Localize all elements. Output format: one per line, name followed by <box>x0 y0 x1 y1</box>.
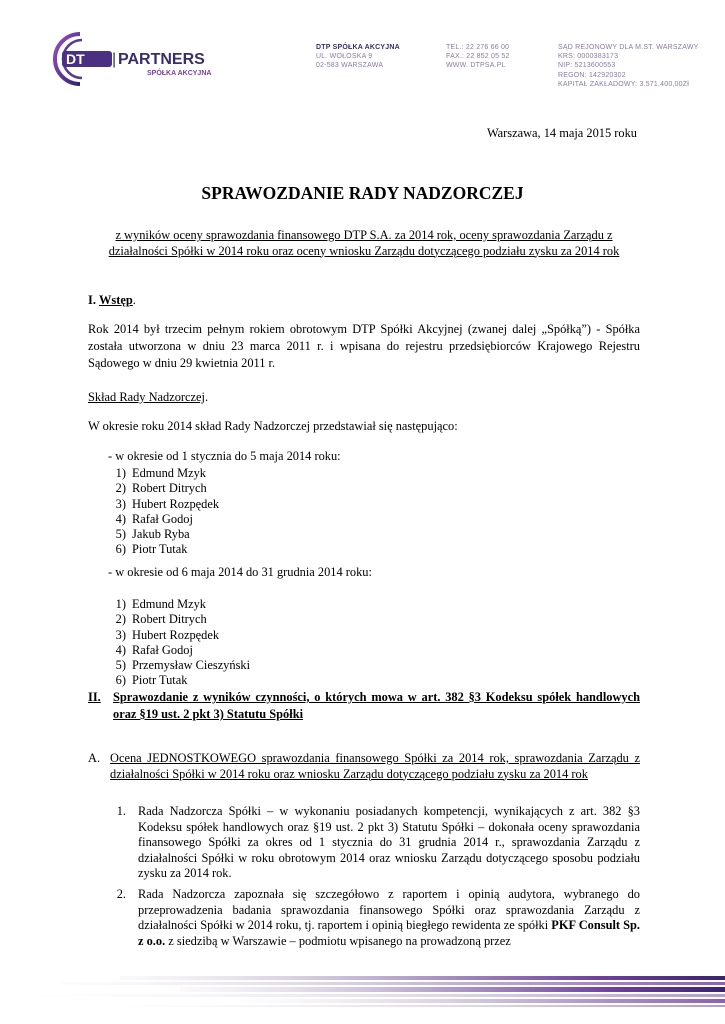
list-item: 4) Rafał Godoj <box>115 511 193 526</box>
list-item: 6) Piotr Tutak <box>115 673 188 688</box>
auditor-name: PKF Consult Sp. z o.o. <box>138 918 641 948</box>
header-company-city: 02-583 WARSZAWA <box>316 62 384 70</box>
section-a-item-2 <box>110 887 640 949</box>
section-a-label: A. <box>88 751 101 765</box>
period-2-members <box>104 597 250 689</box>
footer-stripes <box>0 972 725 1024</box>
svg-text:DT: DT <box>66 51 85 67</box>
page-title: SPRAWOZDANIE RADY NADZORCZEJ <box>201 183 524 203</box>
list-item: 4) Rafał Godoj <box>115 642 193 657</box>
header-contact-block <box>446 43 510 71</box>
section-a-heading <box>88 751 640 782</box>
item-2-text: Rada Nadzorcza zapoznała się szczegółowo z raportem i opinią audytora, wybranego do przeprowadzenia badania sprawozdania finansowego Spółki oraz sprawozdania Zarządu z działalności Spółki w 2014 roku, tj. raportem i opinią biegłego rewidenta ze spółki PKF Consult Sp. z o.o. z siedzibą w Warszawie – podmiotu wpisanego na prowadzoną przez <box>138 887 641 948</box>
period-1-members <box>104 466 219 558</box>
list-item: 5) Jakub Ryba <box>115 527 190 542</box>
section-a-title: Ocena JEDNOSTKOWEGO sprawozdania finansowego Spółki za 2014 rok, sprawozdania Zarządu z działalności Spółki w 2014 roku oraz wniosku Zarządu dotyczącego podziału zysku za 2014 rok <box>110 751 640 781</box>
section-a-item-1 <box>110 804 640 882</box>
header-company-street: UL. WOŁOSKA 9 <box>316 53 373 61</box>
list-item: 3) Hubert Rozpędek <box>115 496 220 511</box>
header-website[interactable]: WWW. DTPSA.PL <box>446 62 506 70</box>
section-2-heading <box>88 689 640 723</box>
header-company-block <box>316 43 400 71</box>
board-heading-text: Skład Rady Nadzorczej <box>88 390 205 404</box>
list-item: 5) Przemysław Cieszyński <box>115 658 251 673</box>
header-capital: KAPITAŁ ZAKŁADOWY: 3.571.400,00Zł <box>558 80 689 88</box>
svg-text:PARTNERS: PARTNERS <box>118 51 205 68</box>
list-item: 3) Hubert Rozpędek <box>115 627 220 642</box>
section-1-heading <box>88 292 136 309</box>
list-item: 2) Robert Ditrych <box>115 612 207 627</box>
section-1-label: I. <box>88 293 96 307</box>
item-2-number: 2. <box>116 887 126 901</box>
header-krs: KRS: 0000383173 <box>558 53 619 61</box>
intro-paragraph: Rok 2014 był trzecim pełnym rokiem obrotowym DTP Spółki Akcyjnej (zwanej dalej „Spółką”) - Spółka została utworzona w dniu 23 marca 2011 r. i wpisana do rejestru przedsiębiorców Krajowego Rejestru Sądowego w dniu 29 kwietnia 2011 r. <box>88 322 640 370</box>
header-phone: TEL.: 22 276 66 00 <box>446 44 510 51</box>
header-court: SĄD REJONOWY DLA M.ST. WARSZAWY <box>558 44 699 51</box>
list-item: 2) Robert Ditrych <box>115 481 207 496</box>
item-1-number: 1. <box>116 804 126 818</box>
board-intro: W okresie roku 2014 skład Rady Nadzorczej przedstawiał się następująco: <box>88 419 458 433</box>
section-1-period: . <box>132 293 136 307</box>
item-1-text: Rada Nadzorcza Spółki – w wykonaniu posiadanych kompetencji, wynikających z art. 382 §3 Kodeksu spółek handlowych oraz §19 ust. 2 pkt 3) Statutu Spółki – dokonała oceny sprawozdania finansowego Spółki za okres od 1 stycznia do 31 grudnia 2014 r., sprawozdania Zarządu z działalności Spółki w roku obrotowym 2014 oraz wniosku Zarządu dotyczącego sposobu podziału zysku za 2014 rok. <box>138 804 640 880</box>
header-nip: NIP: 5213600553 <box>558 62 616 70</box>
svg-text:|: | <box>112 51 117 68</box>
board-heading <box>88 389 208 406</box>
svg-text:SPÓŁKA AKCYJNA: SPÓŁKA AKCYJNA <box>147 70 212 77</box>
header-registry-block <box>558 43 699 89</box>
board-heading-period: . <box>204 390 209 404</box>
company-logo <box>52 30 242 88</box>
document-date: Warszawa, 14 maja 2015 roku <box>486 126 637 140</box>
section-1-title: Wstęp <box>99 293 133 307</box>
header-fax: FAX.: 22 852 05 52 <box>446 53 510 61</box>
period-2-label: - w okresie od 6 maja 2014 do 31 grudnia 2014 roku: <box>108 565 372 579</box>
section-2-label: II. <box>88 690 101 704</box>
document-subtitle: z wyników oceny sprawozdania finansowego DTP S.A. za 2014 rok, oceny sprawozdania Zarządu z działalności Spółki w 2014 roku oraz oceny wniosku Zarządu dotyczącego podziału zysku za 2014 rok <box>108 228 620 258</box>
section-2-title: Sprawozdanie z wyników czynności, o których mowa w art. 382 §3 Kodeksu spółek handlowych oraz §19 ust. 2 pkt 3) Statutu Spółki <box>113 690 640 721</box>
list-item: 6) Piotr Tutak <box>115 542 188 557</box>
list-item: 1) Edmund Mzyk <box>115 597 206 611</box>
list-item: 1) Edmund Mzyk <box>115 466 206 480</box>
header-regon: REGON: 142920302 <box>558 71 626 79</box>
header-company-name: DTP SPÓŁKA AKCYJNA <box>316 44 400 51</box>
period-1-label: - w okresie od 1 stycznia do 5 maja 2014 roku: <box>108 449 341 463</box>
